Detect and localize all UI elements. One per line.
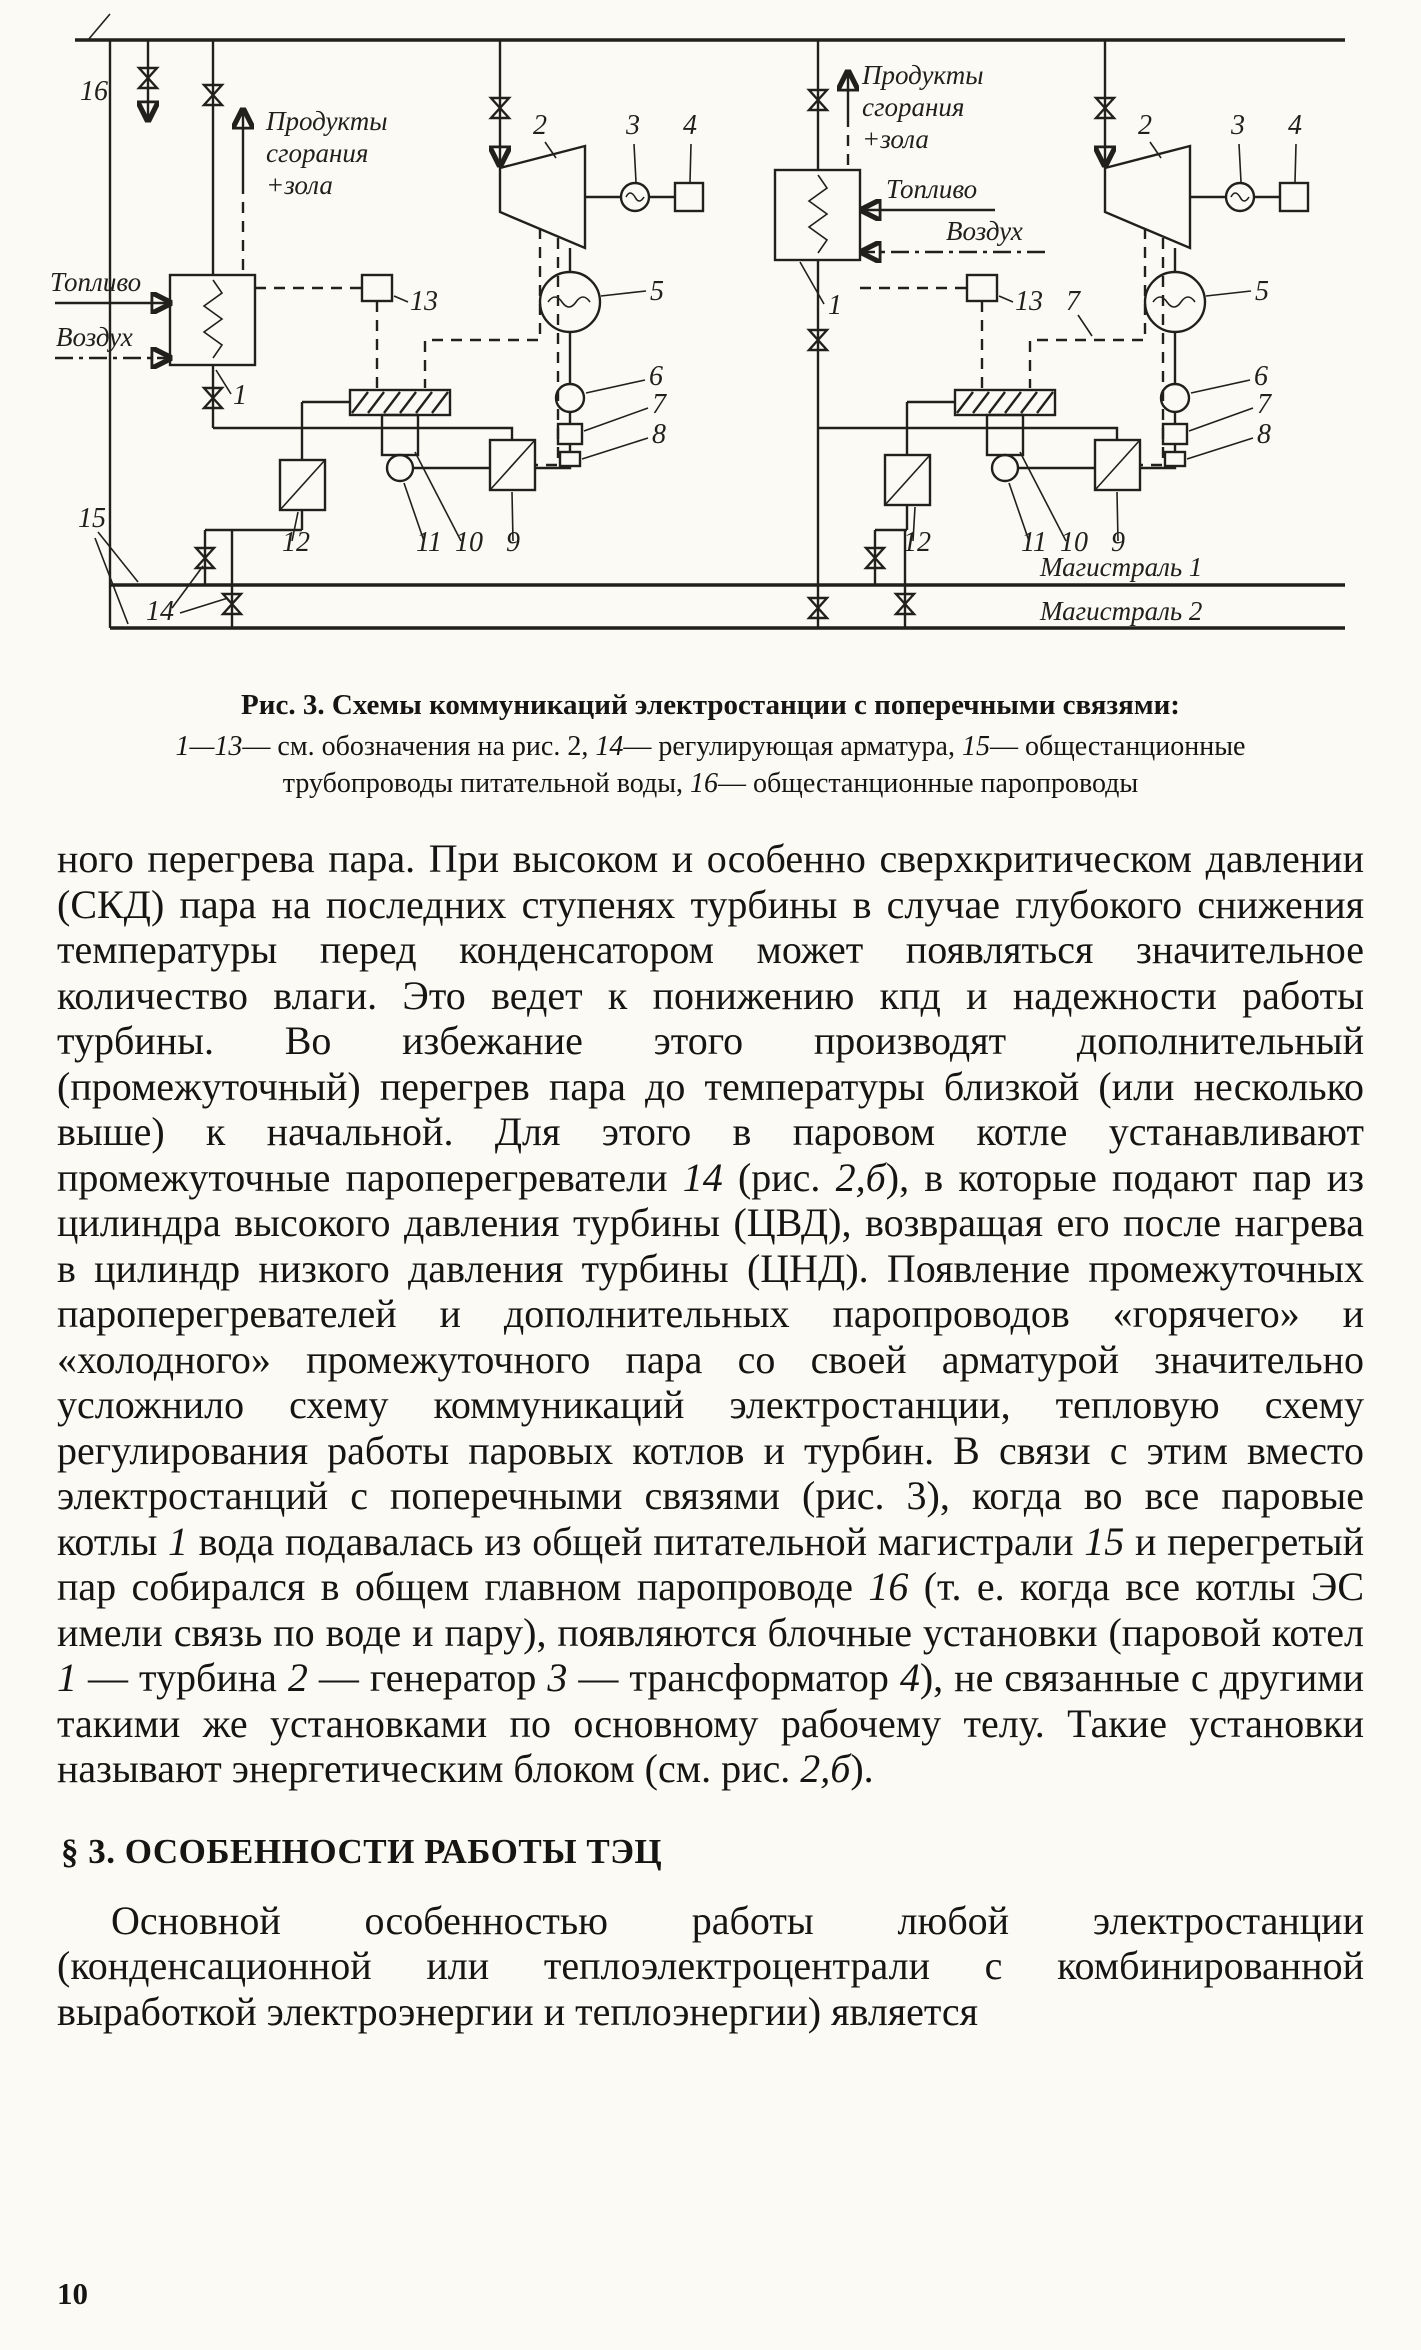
section-heading: § 3. ОСОБЕННОСТИ РАБОТЫ ТЭЦ [61, 1831, 663, 1871]
power-station-schematic [0, 0, 1421, 662]
label-7-extra-right: 7 [1066, 286, 1080, 317]
body-text [0, 836, 1421, 2034]
ejector-7-left [558, 424, 582, 444]
label-main-1: Магистраль 1 [1040, 552, 1203, 582]
label-flue-left-3: +зола [266, 170, 333, 200]
generator-right [1226, 183, 1254, 211]
label-9-right: 9 [1111, 527, 1125, 558]
label-1-left: 1 [233, 380, 247, 411]
label-air-right: Воздух [946, 216, 1023, 246]
condenser-right [1145, 272, 1205, 332]
label-fuel-right: Топливо [886, 174, 978, 204]
label-13-left: 13 [410, 286, 438, 317]
extraction-line-right-2 [1140, 238, 1163, 465]
label-2-right: 2 [1138, 110, 1152, 141]
label-12-left: 12 [282, 527, 310, 558]
label-3-right: 3 [1231, 110, 1245, 141]
heater-12-left [280, 460, 325, 510]
label-flue-left-1: Продукты [266, 106, 388, 136]
unit-right [775, 40, 1308, 628]
label-8-right: 8 [1257, 419, 1271, 450]
label-flue-right-3: +зола [862, 124, 929, 154]
regulator-13-left [362, 275, 392, 301]
label-2-left: 2 [533, 110, 547, 141]
label-flue-right-2: сгорания [862, 92, 965, 122]
label-3-left: 3 [626, 110, 640, 141]
paragraph-continuation: ного перегрева пара. При высоком и особенно сверхкритическом давлении (СКД) пара на последних ступенях турбины в случае глубокого снижения температуры перед конденсатором может появляться значительное количество влаги. Это ведет к понижению кпд и надежности работы турбины. Во избежание этого производят дополнительный (промежуточный) перегрев пара до температуры близкой (или несколько выше) к начальной. Для этого в паровом котле устанавливают промежуточные пароперегреватели 14 (рис. 2,б), в которые подают пар из цилиндра высокого давления турбины (ЦВД), возвращая его после нагрева в цилиндр низкого давления турбины (ЦНД). Появление промежуточных пароперегревателей и дополнительных паропроводов «горячего» и «холодного» промежуточного пара со своей арматурой значительно усложнило схему коммуникаций электростанции, тепловую схему регулирования работы паровых котлов и турбин. В связи с этим вместо электростанций с поперечными связями (рис. 3), когда во все паровые котлы 1 вода подавалась из общей питательной магистрали 15 и перегретый пар собирался в общем главном паропроводе 16 (т. е. когда все котлы ЭС имели связь по воде и пару), появляются блочные установки (паровой котел 1 — турбина 2 — генератор 3 — трансформатор 4), не связанные с другими такими же установками по основному рабочему телу. Такие установки называют энергетическим блоком (см. рис. 2,б). [57, 836, 1364, 1791]
heater-12-right [885, 455, 930, 505]
label-15: 15 [78, 503, 106, 534]
transformer-right [1280, 183, 1308, 211]
pump-11-right [992, 455, 1018, 481]
label-1-right: 1 [828, 290, 842, 321]
pump-6-left [556, 384, 584, 412]
label-14: 14 [146, 596, 174, 627]
cooler-8-right [1165, 452, 1185, 466]
label-10-right: 10 [1060, 527, 1088, 558]
label-5-left: 5 [650, 276, 664, 307]
label-13-right: 13 [1015, 286, 1043, 317]
heater-9-right [1095, 440, 1140, 490]
label-11-left: 11 [416, 527, 442, 558]
boiler-left [170, 275, 255, 365]
label-4-left: 4 [683, 110, 697, 141]
label-10-left: 10 [455, 527, 483, 558]
label-6-left: 6 [649, 361, 663, 392]
condenser-left [540, 272, 600, 332]
unit-left [50, 40, 703, 628]
label-fuel-left: Топливо [50, 267, 142, 297]
label-12-right: 12 [903, 527, 931, 558]
figure-caption [0, 686, 1421, 802]
boiler-right [775, 170, 860, 260]
label-air-left: Воздух [56, 322, 133, 352]
deaerator-right [955, 390, 1055, 455]
label-16: 16 [80, 76, 108, 107]
extraction-line-left-2 [535, 238, 558, 465]
regulator-13-right [967, 275, 997, 301]
page-number: 10 [57, 2276, 88, 2311]
deaerator-left [350, 390, 450, 455]
paragraph-section-3: Основной особенностью работы любой электростанции (конденсационной или теплоэлектроцентрали с комбинированной выработкой электроэнергии и теплоэнергии) является [57, 1897, 1364, 2034]
ejector-7-right [1163, 424, 1187, 444]
label-flue-right-1: Продукты [862, 60, 984, 90]
figure-caption-title: Рис. 3. Схемы коммуникаций электростанции с поперечными связями: [241, 689, 1180, 721]
label-7-left: 7 [652, 389, 666, 420]
turbine-right [1105, 146, 1190, 248]
pump-6-right [1161, 384, 1189, 412]
generator-left [621, 183, 649, 211]
turbine-left [500, 146, 585, 248]
label-11-right: 11 [1021, 527, 1047, 558]
cooler-8-left [560, 452, 580, 466]
transformer-left [675, 183, 703, 211]
label-7-right: 7 [1257, 389, 1271, 420]
extraction-line-right [1030, 228, 1145, 388]
label-5-right: 5 [1255, 276, 1269, 307]
label-main-2: Магистраль 2 [1040, 596, 1203, 626]
label-9-left: 9 [506, 527, 520, 558]
label-4-right: 4 [1288, 110, 1302, 141]
pump-11-left [387, 455, 413, 481]
label-6-right: 6 [1254, 361, 1268, 392]
label-flue-left-2: сгорания [266, 138, 369, 168]
figure-caption-detail: 1—13— см. обозначения на рис. 2, 14— регулирующая арматура, 15— общестанционные трубопроводы питательной воды, 16— общестанционные паропроводы [175, 731, 1246, 799]
heater-9-left [490, 440, 535, 490]
figure-3 [0, 0, 1421, 802]
label-8-left: 8 [652, 419, 666, 450]
extraction-line-left [425, 228, 540, 388]
